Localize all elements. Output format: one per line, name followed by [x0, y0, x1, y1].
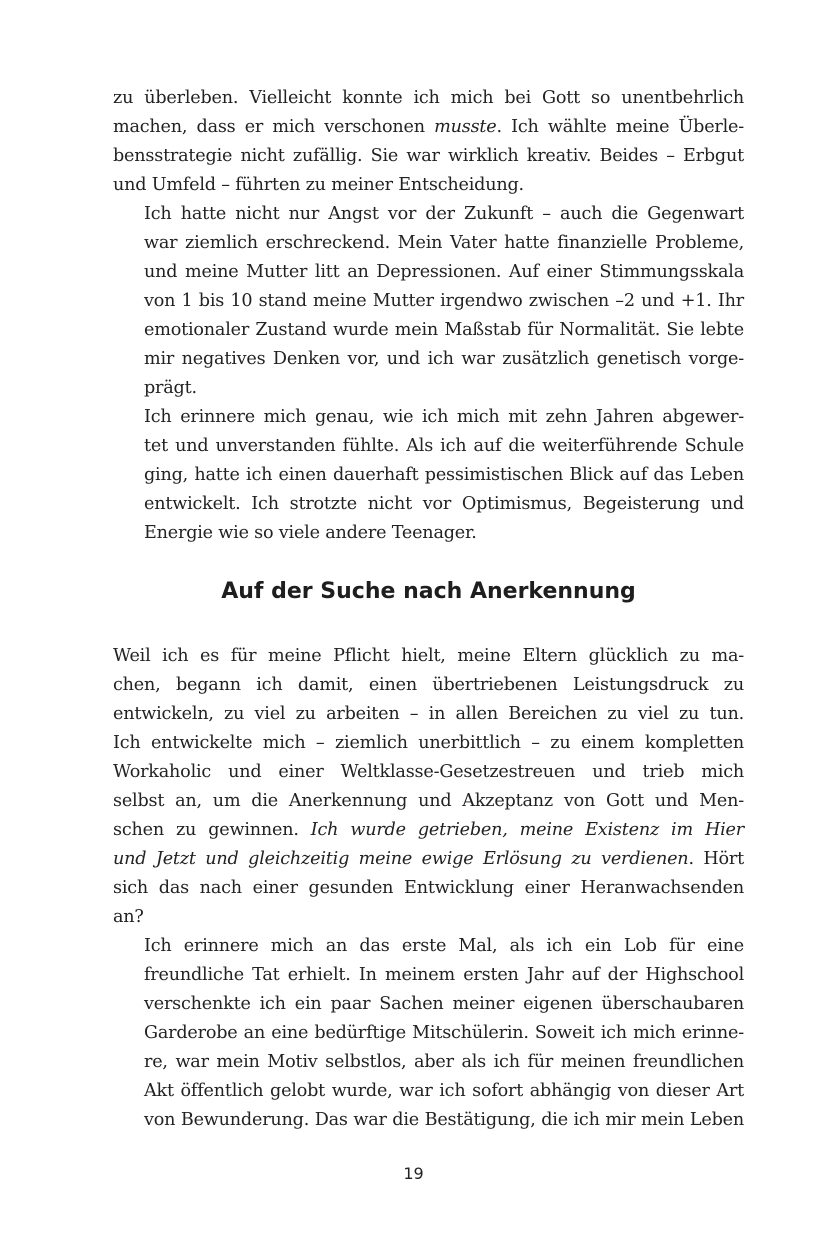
- text-line: schen zu gewinnen. Ich wurde getrieben, meine Existenz im Hier: [113, 820, 744, 840]
- text-line: re, war mein Motiv selbstlos, aber als ich für meinen freundlichen: [144, 1052, 744, 1072]
- text-line: bensstrategie nicht zufällig. Sie war wirklich kreativ. Beides – Erbgut: [113, 146, 744, 166]
- text-line: chen, begann ich damit, einen übertriebenen Leistungsdruck zu: [113, 675, 744, 695]
- text-line: machen, dass er mich verschonen musste. Ich wählte meine Überle-: [113, 117, 745, 137]
- text-line: entwickeln, zu viel zu arbeiten – in allen Bereichen zu viel zu tun.: [113, 704, 744, 724]
- paragraph: [113, 932, 744, 1135]
- text-line: von Bewunderung. Das war die Bestätigung, die ich mir mein Leben: [144, 1110, 744, 1130]
- text-line: Ich hatte nicht nur Angst vor der Zukunft – auch die Gegenwart: [144, 204, 744, 224]
- text-line: Ich erinnere mich an das erste Mal, als ich ein Lob für eine: [144, 936, 744, 956]
- page-number: 19: [403, 1164, 424, 1183]
- text-line: Akt öffentlich gelobt wurde, war ich sofort abhängig von dieser Art: [144, 1081, 744, 1101]
- text-line: Workaholic und einer Weltklasse-Gesetzestreuen und trieb mich: [113, 762, 744, 782]
- text-line: zu überleben. Vielleicht konnte ich mich bei Gott so unentbehrlich: [113, 88, 744, 108]
- paragraph: [113, 84, 744, 200]
- text-line: emotionaler Zustand wurde mein Maßstab für Normalität. Sie lebte: [144, 320, 744, 340]
- emphasis-text: musste: [434, 117, 497, 137]
- text-line: entwickelt. Ich strotzte nicht vor Optimismus, Begeisterung und: [144, 494, 744, 514]
- text-line: Garderobe an eine bedürftige Mitschülerin. Soweit ich mich erinne-: [144, 1023, 744, 1043]
- text-line: Energie wie so viele andere Teenager.: [144, 523, 477, 543]
- text-line: mir negatives Denken vor, und ich war zusätzlich genetisch vorge-: [144, 349, 744, 369]
- text-line: und meine Mutter litt an Depressionen. Auf einer Stimmungsskala: [144, 262, 744, 282]
- paragraphs-top: [113, 84, 744, 548]
- text-line: Ich entwickelte mich – ziemlich unerbittlich – zu einem kompletten: [113, 733, 744, 753]
- text-line: an?: [113, 907, 144, 927]
- text-line: Weil ich es für meine Pflicht hielt, meine Eltern glücklich zu ma-: [113, 646, 744, 666]
- text-line: prägt.: [144, 378, 197, 398]
- text-line: selbst an, um die Anerkennung und Akzeptanz von Gott und Men-: [113, 791, 744, 811]
- text-line: sich das nach einer gesunden Entwicklung einer Heranwachsenden: [113, 878, 744, 898]
- paragraph: [113, 200, 744, 403]
- text-line: tet und unverstanden fühlte. Als ich auf die weiterführende Schule: [144, 436, 744, 456]
- text-line: ging, hatte ich einen dauerhaft pessimistischen Blick auf das Leben: [144, 465, 744, 485]
- book-page: [113, 84, 744, 1135]
- paragraphs-bottom: [113, 642, 744, 1135]
- emphasis-text: und Jetzt und gleichzeitig meine ewige Erlösung zu verdienen: [113, 849, 689, 869]
- text-line: war ziemlich erschreckend. Mein Vater hatte finanzielle Probleme,: [144, 233, 744, 253]
- text-line: verschenkte ich ein paar Sachen meiner eigenen überschaubaren: [144, 994, 744, 1014]
- text-line: freundliche Tat erhielt. In meinem ersten Jahr auf der Highschool: [144, 965, 744, 985]
- text-line: von 1 bis 10 stand meine Mutter irgendwo zwischen –2 und +1. Ihr: [144, 291, 744, 311]
- text-line: Ich erinnere mich genau, wie ich mich mit zehn Jahren abgewer-: [144, 407, 744, 427]
- paragraph: [113, 403, 744, 548]
- text-line: und Umfeld – führten zu meiner Entscheidung.: [113, 175, 524, 195]
- emphasis-text: Ich wurde getrieben, meine Existenz im Hier: [310, 820, 744, 840]
- section-heading: Auf der Suche nach Anerkennung: [221, 579, 636, 604]
- text-line: und Jetzt und gleichzeitig meine ewige Erlösung zu verdienen. Hört: [113, 849, 745, 869]
- paragraph: [113, 642, 744, 932]
